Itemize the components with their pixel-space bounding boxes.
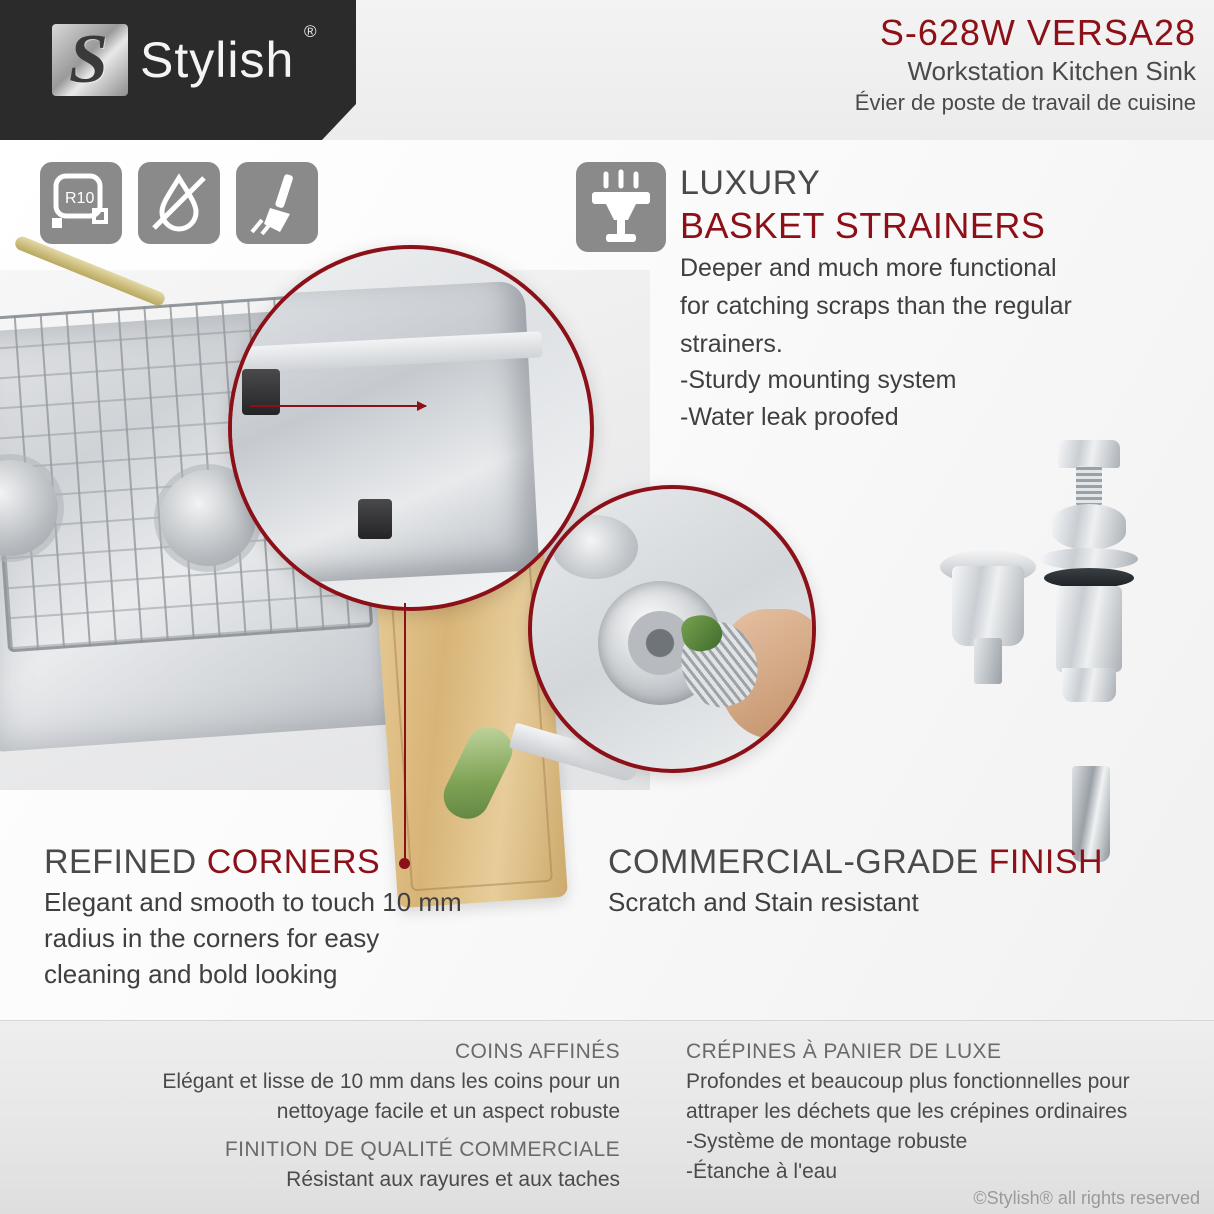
water-repellent-icon	[138, 162, 220, 244]
stylish-logo-mark	[52, 24, 128, 96]
commercial-finish-body: Scratch and Stain resistant	[608, 887, 919, 917]
product-subtitle-en: Workstation Kitchen Sink	[907, 56, 1196, 86]
french-strainer-title: CRÉPINES À PANIER DE LUXE	[686, 1040, 1002, 1063]
main-content	[0, 140, 1214, 1020]
feature-badge-row	[40, 162, 318, 244]
luxury-title-line1: LUXURY	[680, 164, 821, 202]
strainer-part-body	[1056, 586, 1122, 672]
luxury-body-line2: for catching scraps than the regular	[680, 292, 1072, 320]
refined-corners-body-line3: cleaning and bold looking	[44, 959, 338, 989]
strainer-zoom-small-ring	[552, 515, 638, 579]
registered-trademark-mark: ®	[304, 22, 317, 41]
commercial-finish-title	[608, 840, 1188, 884]
header-title-block	[855, 12, 1196, 118]
french-left-column	[60, 1037, 620, 1195]
strainer-part-cone	[1052, 504, 1126, 550]
refined-corners-body-line1: Elegant and smooth to touch 10 mm	[44, 887, 462, 917]
corner-callout-leader-line	[404, 603, 406, 863]
french-finish-body: Résistant aux rayures et aux taches	[286, 1168, 620, 1191]
basket-strainer-icon	[576, 162, 666, 252]
french-corners-title: COINS AFFINÉS	[454, 1040, 620, 1063]
commercial-finish-title-red: FINISH	[988, 843, 1104, 881]
french-strainer-bullet-2: -Étanche à l'eau	[686, 1160, 838, 1183]
french-corners-body-line1: Elégant et lisse de 10 mm dans les coins pour un	[162, 1070, 620, 1093]
luxury-title-line2: BASKET STRAINERS	[680, 205, 1046, 246]
copyright-notice: ©Stylish® all rights reserved	[973, 1188, 1200, 1208]
corner-zoom-sink	[228, 281, 539, 588]
strainer-part-cap	[1058, 440, 1120, 468]
luxury-bullet-1: -Sturdy mounting system	[680, 366, 957, 394]
logo-s-glyph: S	[69, 24, 108, 96]
french-strainer-bullet-1: -Système de montage robuste	[686, 1130, 968, 1153]
strainer-part-flange	[1040, 548, 1138, 570]
model-number: S-628W VERSA28	[879, 12, 1196, 53]
strainer-part-stem	[1076, 466, 1102, 506]
french-finish-title: FINITION DE QUALITÉ COMMERCIALE	[224, 1138, 620, 1161]
corner-zoom-clip-top	[242, 369, 280, 415]
r10-radius-icon	[40, 162, 122, 244]
luxury-body-line1: Deeper and much more functional	[680, 254, 1057, 282]
strainer-part-body-lower	[1062, 668, 1116, 702]
commercial-finish-caption	[608, 840, 1188, 920]
french-footer	[0, 1020, 1214, 1214]
french-corners-body-line2: nettoyage facile et un aspect robuste	[276, 1100, 620, 1123]
luxury-bullet-2: -Water leak proofed	[680, 403, 899, 431]
page-header	[0, 0, 1214, 140]
french-strainer-body-line1: Profondes et beaucoup plus fonctionnelles pour	[686, 1070, 1130, 1093]
easy-clean-brush-icon	[236, 162, 318, 244]
french-right-column	[686, 1037, 1198, 1187]
refined-corners-title	[44, 840, 574, 884]
brand-name: Stylish	[140, 32, 295, 88]
svg-text:R10: R10	[65, 190, 95, 207]
refined-corners-caption	[44, 840, 574, 992]
strainer-part-gasket-ring	[1044, 568, 1134, 588]
product-subtitle-fr: Évier de poste de travail de cuisine	[854, 90, 1196, 115]
luxury-strainer-text-block	[680, 162, 1180, 436]
corner-zoom-callout	[228, 245, 594, 611]
corner-zoom-arrow	[250, 405, 426, 407]
french-strainer-body-line2: attraper les déchets que les crépines ordinaires	[686, 1100, 1128, 1123]
brand-logo	[52, 24, 294, 96]
strainer-part-basket-stem	[974, 638, 1002, 684]
commercial-finish-title-plain: COMMERCIAL-GRADE	[608, 843, 989, 881]
strainer-part-basket-body	[952, 566, 1024, 646]
refined-corners-title-red: CORNERS	[206, 843, 381, 881]
luxury-body-line3: strainers.	[680, 330, 783, 358]
refined-corners-body-line2: radius in the corners for easy	[44, 923, 380, 953]
refined-corners-title-plain: REFINED	[44, 843, 207, 881]
corner-zoom-clip-bottom	[358, 499, 392, 539]
strainer-zoom-callout	[528, 485, 816, 773]
